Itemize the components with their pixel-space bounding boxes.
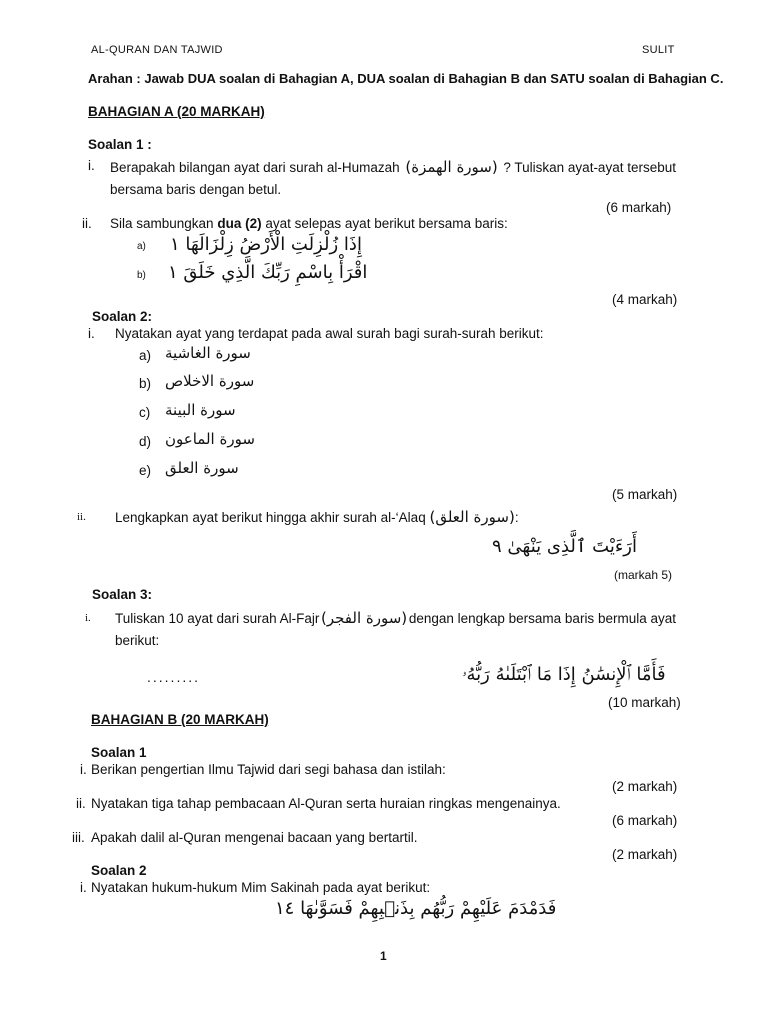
sb-q2-i-number: i. xyxy=(80,880,87,895)
q2-ii-line xyxy=(115,508,519,526)
q1-i-text-c: bersama baris dengan betul. xyxy=(110,182,282,197)
q1-ii-b-verse: اقْرَأْ بِاسْمِ رَبِّكَ الَّذِي خَلَقَ ١ xyxy=(168,262,368,283)
q2-item-b-surah: سورة الاخلاص xyxy=(165,372,255,390)
q2-item-e-surah: سورة العلق xyxy=(165,459,239,477)
q2-ii-text-a: Lengkapkan ayat berikut hingga akhir surah al-‘Alaq xyxy=(115,510,426,525)
q2-item-d-label: d) xyxy=(139,434,152,449)
q2-i-number: i. xyxy=(88,326,95,341)
page-number: 1 xyxy=(380,949,387,963)
q3-i-number: i. xyxy=(85,612,91,624)
header-subject: AL-QURAN DAN TAJWID xyxy=(91,44,223,56)
q1-ii-b-label: b) xyxy=(137,270,146,281)
sb-q2-title: Soalan 2 xyxy=(91,863,147,878)
q2-ii-text-b: : xyxy=(514,510,519,525)
sb-q2-i-text: Nyatakan hukum-hukum Mim Sakinah pada ayat berikut: xyxy=(91,880,431,895)
sb-q1-iii-marks: (2 markah) xyxy=(612,847,678,862)
q2-item-a-label: a) xyxy=(139,348,152,363)
q2-item-c-surah: سورة البينة xyxy=(165,401,236,419)
q1-i-number: i. xyxy=(88,158,95,173)
q1-ii-a-label: a) xyxy=(137,241,146,252)
q3-i-line1 xyxy=(115,609,676,627)
q1-i-arabic: (سورة الهمزة) xyxy=(405,158,498,176)
q1-ii-bold: dua (2) xyxy=(217,216,262,231)
q3-dots: ......... xyxy=(147,669,201,685)
q2-item-c-label: c) xyxy=(139,405,151,420)
q3-i-text-a: Tuliskan 10 ayat dari surah Al-Fajr xyxy=(115,611,320,626)
sb-q1-iii-number: iii. xyxy=(72,830,85,845)
q1-ii-number: ii. xyxy=(82,216,92,231)
q1-ii-text-a: Sila sambungkan xyxy=(110,216,214,231)
sb-q1-ii-number: ii. xyxy=(76,796,86,811)
q2-ii-verse: أَرَءَيْتَ ٱلَّذِى يَنْهَىٰ ٩ xyxy=(492,536,637,557)
q1-i-line1 xyxy=(110,158,676,176)
sb-q1-i-number: i. xyxy=(80,762,87,777)
header-classification: SULIT xyxy=(642,44,675,56)
sb-q1-i-marks: (2 markah) xyxy=(612,779,678,794)
q3-i-text-b: dengan lengkap bersama baris bermula ayat xyxy=(408,611,676,626)
q2-ii-arabic: (سورة العلق) xyxy=(429,508,515,526)
q2-item-d-surah: سورة الماعون xyxy=(165,430,255,448)
sb-q1-iii-text: Apakah dalil al-Quran mengenai bacaan yang bertartil. xyxy=(91,830,418,845)
section-b-title: BAHAGIAN B (20 MARKAH) xyxy=(91,712,269,727)
q3-verse: فَأَمَّا ٱلْإِنسَٰنُ إِذَا مَا ٱبْتَلَىٰهُ رَبُّهُۥ xyxy=(462,664,666,685)
q3-marks: (10 markah) xyxy=(608,695,681,710)
q1-title: Soalan 1 : xyxy=(88,137,152,152)
q2-item-e-label: e) xyxy=(139,463,152,478)
q2-ii-number: ii. xyxy=(77,511,86,523)
q2-ii-marks: (markah 5) xyxy=(614,568,673,582)
q2-item-b-label: b) xyxy=(139,376,152,391)
q2-item-a-surah: سورة الغاشية xyxy=(165,344,251,362)
q2-i-marks: (5 markah) xyxy=(612,487,678,502)
q1-ii-marks: (4 markah) xyxy=(612,292,678,307)
sb-q1-title: Soalan 1 xyxy=(91,745,147,760)
q1-i-text-b: ? Tuliskan ayat-ayat tersebut xyxy=(503,160,676,175)
q3-title: Soalan 3: xyxy=(92,587,153,602)
sb-q1-ii-marks: (6 markah) xyxy=(612,813,678,828)
q3-i-text-c: berikut: xyxy=(115,633,160,648)
q1-ii-line xyxy=(110,216,508,231)
q3-i-arabic: (سورة الفجر) xyxy=(320,609,408,627)
sb-q1-i-text: Berikan pengertian Ilmu Tajwid dari segi bahasa dan istilah: xyxy=(91,762,446,777)
instruction-text: Arahan : Jawab DUA soalan di Bahagian A, DUA soalan di Bahagian B dan SATU soalan di Bahagian C. xyxy=(88,71,724,86)
section-a-title: BAHAGIAN A (20 MARKAH) xyxy=(88,104,265,119)
q1-i-marks: (6 markah) xyxy=(606,200,672,215)
q1-i-text-a: Berapakah bilangan ayat dari surah al-Humazah xyxy=(110,160,400,175)
q2-i-text: Nyatakan ayat yang terdapat pada awal surah bagi surah-surah berikut: xyxy=(115,326,544,341)
q1-ii-text-b: ayat selepas ayat berikut bersama baris: xyxy=(265,216,508,231)
sb-q1-ii-text: Nyatakan tiga tahap pembacaan Al-Quran serta huraian ringkas mengenainya. xyxy=(91,796,561,811)
q2-title: Soalan 2: xyxy=(92,309,153,324)
q1-ii-a-verse: إِذَا زُلْزِلَتِ الْأَرْضُ زِلْزَالَهَا ١ xyxy=(170,234,362,255)
sb-q2-verse: فَدَمْدَمَ عَلَيْهِمْ رَبُّهُم بِذَنۢبِهِمْ فَسَوَّىٰهَا ١٤ xyxy=(275,898,557,919)
